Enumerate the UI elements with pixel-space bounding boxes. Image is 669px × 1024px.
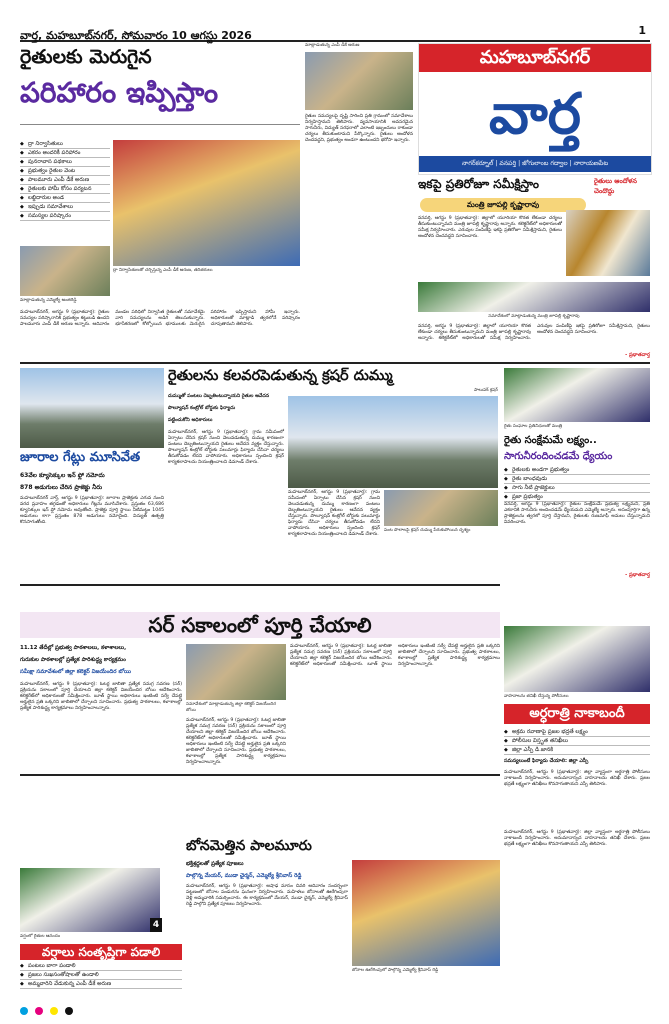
review-signoff: - ప్రభాతవార్త xyxy=(625,352,650,358)
rain-caption: వర్షంలో రైతుల ఆనందం xyxy=(20,934,61,939)
list-item: ◆ ప్రభుత్వం రైతుల వెంట xyxy=(20,167,110,176)
jurala-sub1: 63వేల క్యూసెక్కుల ఇన్ ఫ్లో నమోదు xyxy=(20,472,105,479)
lead-headline: పరిహారం ఇప్పిస్తాం xyxy=(20,76,219,109)
dot-icon xyxy=(50,1007,58,1015)
sir-sub2: గురుకుల పాఠశాలల్లో ప్రత్యేక పారిశుద్ధ్య కార్యక్రమం xyxy=(20,657,126,663)
brand-block xyxy=(418,43,652,175)
bonam-photo xyxy=(352,860,500,966)
bonam-sub2: పాల్గొన్న మేయర్, ముడా ఛైర్మన్, ఎమ్మెల్యే శ్రీనివాస్ రెడ్డి xyxy=(186,873,302,879)
welfare-caption: రైతు సంఘాల ప్రతినిధులతో మంత్రి xyxy=(504,424,563,429)
lead-photo xyxy=(113,140,300,266)
sir-photo xyxy=(186,644,286,700)
page-number: 1 xyxy=(638,24,646,37)
section-divider xyxy=(20,774,500,776)
list-item: ◆ పునరావాస పథకాలు xyxy=(20,158,110,167)
lead-body: మహబూబ్‌నగర్, ఆగస్టు 9 (ప్రభాతవార్త): రైతుల సమస్యల పరిష్కారానికి ప్రభుత్వం కట్టుబడి ఉందని పాలమూరు ఎంపీ డీకే అరుణ అన్నారు. ఆదివారం మండల పరిధిలో నిర్వాసిత రైతులతో సమావేశమై వారి సమస్యలను అడిగి తెలుసుకున్నారు. భూసేకరణలో కోల్పోయిన భూములకు మెరుగైన పరిహారం ఇప్పిస్తామని హామీ ఇచ్చారు. అధికారులతో మాట్లాడి త్వరలోనే పరిష్కారం చూపుతామని తెలిపారు. xyxy=(20,310,302,327)
small-photo-caption: మాట్లాడుతున్న ఎమ్మెల్యే అంజిరెడ్డి xyxy=(20,298,77,303)
sir-body-3: మహబూబ్‌నగర్, ఆగస్టు 9 (ప్రభాతవార్త): ఓటర్ల జాబితా ప్రత్యేక సమగ్ర సవరణ (సర్) ప్రక్రియను సకాలంలో పూర్తి చేయాలని జిల్లా కలెక్టర్ విజయేందిర బోయి ఆదేశించారు. కలెక్టరేట్‌లో అధికారులతో సమీక్షించారు. బూత్ స్థాయి అధికారులు ఇంటింటి సర్వే చేపట్టి అర్హులైన ప్రతి ఒక్కరిని జాబితాలో చేర్చాలని సూచించారు. ప్రభుత్వ పాఠశాలలు, కళాశాలల్లో ప్రత్యేక పారిశుద్ధ్య కార్యక్రమాలు నిర్వహించాలన్నారు. xyxy=(290,644,502,667)
crusher-sub2: పొల్యూషన్ కంట్రోల్ బోర్డుకు ఫిర్యాదు xyxy=(168,406,236,411)
sir-sub3: సమీక్షా సమావేశంలో జిల్లా కలెక్టర్ విజయేందిర బోయి xyxy=(20,669,131,675)
list-item: ◆ రైతు బాంధవుడు xyxy=(504,475,650,484)
crusher-headline: రైతులను కలవరపెడుతున్న క్రషర్ దుమ్ము xyxy=(168,368,393,384)
lead-kicker: రైతులకు మెరుగైన xyxy=(20,46,152,68)
police-headline: అర్ధరాత్రి నాకాబందీ xyxy=(504,704,650,724)
list-item: ◆ ఎకరం అందరికీ పరిహారం xyxy=(20,149,110,158)
police-bullets xyxy=(504,728,650,754)
crusher-photo xyxy=(288,396,498,488)
top-center-body: రైతుల సమస్యలపై దృష్టి సారించి ప్రతి గ్రామంలో సమావేశాలు నిర్వహిస్తామని తెలిపారు. వ్యవసాయానికి అవసరమైన సాగునీరు, విద్యుత్ సరఫరాలో ఎలాంటి ఇబ్బందులు రాకుండా చర్యలు తీసుకుంటామని పేర్కొన్నారు. రైతులు ఆందోళన చెందవద్దని, ప్రభుత్వం అండగా ఉంటుందని భరోసా ఇచ్చారు. xyxy=(305,114,415,143)
bonam-headline: బోనమెత్తిన పాలమూరు xyxy=(186,838,312,854)
dateline-bar xyxy=(20,24,650,42)
list-item: ◆ అక్రమ రవాణాపై ప్రజల భద్రతే లక్ష్యం xyxy=(504,728,650,737)
top-center-caption: మాట్లాడుతున్న ఎంపీ డీకే అరుణ xyxy=(305,43,360,48)
list-item: ◆ ద్రా నిర్వాసితులు xyxy=(20,140,110,149)
bonam-sub1: భక్తిశ్రద్ధలతో ప్రత్యేక పూజలు xyxy=(186,861,244,867)
jurala-body: మహబూబ్‌నగర్ వార్త్, ఆగస్టు 9 (ప్రభాతవార్త): జూరాల ప్రాజెక్టుకు ఎగువ నుంచి వరద ప్రవాహం తగ్గడంతో అధికారులు గేట్లను మూసివేశారు. ప్రస్తుతం 63,686 క్యూసెక్కుల ఇన్ ఫ్లో నమోదు అవుతోంది. ప్రాజెక్టు పూర్తి స్థాయి నీటిమట్టం 1045 అడుగులు కాగా ప్రస్తుతం 878 అడుగులు నమోదైంది. విద్యుత్ ఉత్పత్తి కొనసాగుతోంది. xyxy=(20,496,166,525)
list-item: ◆ రైతులకు హామీ కోసం పర్యటన xyxy=(20,185,110,194)
police-body-2: మహబూబ్‌నగర్, ఆగస్టు 9 (ప్రభాతవార్త): జిల్లా వ్యాప్తంగా అర్ధరాత్రి పోలీసులు నాకాబందీ నిర్వహించారు. అనుమానాస్పద వాహనాలను తనిఖీ చేశారు. ప్రజల భద్రతే లక్ష్యంగా తనిఖీలు కొనసాగుతాయని ఎస్పీ తెలిపారు. xyxy=(504,830,652,847)
police-photo xyxy=(504,626,650,692)
small-photo xyxy=(20,246,110,296)
rain-photo xyxy=(20,868,160,932)
sir-caption: సమావేశంలో మాట్లాడుతున్న జిల్లా కలెక్టర్ విజయేందిర బోయి xyxy=(186,702,276,713)
review-photo xyxy=(566,210,650,276)
bonam-body: మహబూబ్‌నగర్, ఆగస్టు 9 (ప్రభాతవార్త): ఆషాఢ మాసం చివరి ఆదివారం సందర్భంగా పట్టణంలో బోనాల పండుగను ఘనంగా నిర్వహించారు. మహిళలు బోనాలతో ఊరేగింపుగా వెళ్లి అమ్మవారికి సమర్పించారు. ఈ కార్యక్రమంలో మేయర్, ముడా ఛైర్మన్, ఎమ్మెల్యే శ్రీనివాస్ రెడ్డి పాల్గొని ప్రత్యేక పూజలు నిర్వహించారు. xyxy=(186,884,350,907)
section-divider xyxy=(20,584,500,586)
review-caption: సమావేశంలో మాట్లాడుతున్న మంత్రి జూపల్లి కృష్ణారావు xyxy=(488,314,580,319)
list-item: ◆ లబ్దిదారుల అండ xyxy=(20,194,110,203)
rain-headline: వర్షాలు సంతృప్తిగా పడాలి xyxy=(20,944,182,960)
crusher-photo-label: పాలుపక్ క్రషర్ xyxy=(474,388,498,393)
police-caption: వాహనాలను తనిఖీ చేస్తున్న పోలీసులు xyxy=(504,694,569,699)
review-headline: ఇకపై ప్రతిరోజూ సమీక్షిస్తాం xyxy=(418,177,539,191)
list-item: ◆ అమ్మవారిని వేడుకున్న ఎంపీ డీకే అరుణ xyxy=(20,980,182,989)
review-photo-2 xyxy=(418,282,650,312)
dot-icon xyxy=(65,1007,73,1015)
lead-subhead-rule xyxy=(20,124,300,125)
list-item: ◆ పాలమూరు ఎంపీ డీకే అరుణ xyxy=(20,176,110,185)
dateline: వార్త, మహబూబ్‌నగర్, సోమవారం 10 ఆగస్టు 2026 xyxy=(20,29,252,42)
welfare-bullets xyxy=(504,466,650,500)
lead-bullets xyxy=(20,140,110,244)
crusher-body-2: మహబూబ్‌నగర్, ఆగస్టు 9 (ప్రభాతవార్త): గ్రామ సమీపంలో ఏర్పాటు చేసిన క్రషర్ నుంచి వెలువడుతున్న దుమ్ము కారణంగా పంటలు దెబ్బతింటున్నాయని రైతులు ఆవేదన వ్యక్తం చేస్తున్నారు. పొల్యూషన్ కంట్రోల్ బోర్డుకు పలుమార్లు ఫిర్యాదు చేసినా చర్యలు తీసుకోవడం లేదని వాపోయారు. అధికారులు స్పందించి క్రషర్ కార్యకలాపాలను నియంత్రించాలని డిమాండ్ చేశారు. xyxy=(288,490,382,537)
dot-icon xyxy=(20,1007,28,1015)
brand-logo: వార్త xyxy=(489,82,581,147)
registration-marks xyxy=(20,1000,650,1010)
lead-photo-caption: ద్రా నిర్వాసితులతో చర్చిస్తున్న ఎంపీ డీకే అరుణ, తదితరులు xyxy=(113,268,213,273)
top-center-photo xyxy=(305,52,413,110)
sir-body: మహబూబ్‌నగర్, ఆగస్టు 9 (ప్రభాతవార్త): ఓటర్ల జాబితా ప్రత్యేక సమగ్ర సవరణ (సర్) ప్రక్రియను సకాలంలో పూర్తి చేయాలని జిల్లా కలెక్టర్ విజయేందిర బోయి ఆదేశించారు. కలెక్టరేట్‌లో అధికారులతో సమీక్షించారు. బూత్ స్థాయి అధికారులు ఇంటింటి సర్వే చేపట్టి అర్హులైన ప్రతి ఒక్కరిని జాబితాలో చేర్చాలని సూచించారు. ప్రభుత్వ పాఠశాలలు, కళాశాలల్లో ప్రత్యేక పారిశుద్ధ్య కార్యక్రమాలు నిర్వహించాలన్నారు. xyxy=(20,682,184,711)
review-side-note: రైతులు ఆందోళన చెందొద్దు xyxy=(594,177,637,195)
rain-bullets xyxy=(20,962,182,992)
list-item: ◆ జిల్లా ఎస్పీ డి.జానకి xyxy=(504,746,650,755)
rain-photo-badge: 4 xyxy=(150,918,162,932)
jurala-photo xyxy=(20,368,164,448)
brand-region: మహబూబ్‌నగర్ xyxy=(419,44,651,72)
welfare-photo xyxy=(504,368,650,422)
welfare-body: వనపర్తి, ఆగస్టు 9 (ప్రభాతవార్త): రైతుల సంక్షేమమే ప్రభుత్వ లక్ష్యమని, ప్రతి ఎకరానికి సాగునీరు అందించడమే ధ్యేయమని ఎమ్మెల్యే అన్నారు. అసంపూర్తిగా ఉన్న ప్రాజెక్టులను త్వరలో పూర్తి చేస్తామని, రైతులకు రుణమాఫీ అమలు చేస్తున్నామని వివరించారు. xyxy=(504,502,652,525)
list-item: ◆ సాగు నీటి ప్రాజెక్టులు xyxy=(504,484,650,493)
review-badge: మంత్రి జూపల్లి కృష్ణారావు xyxy=(420,198,586,212)
welfare-signoff: - ప్రభాతవార్త xyxy=(625,572,650,578)
list-item: ◆ సమస్యల పరిష్కారం xyxy=(20,212,110,221)
crusher-sub3: పట్టించుకోని అధికారులు xyxy=(168,418,213,423)
list-item: ◆ ప్రజలు సుఖసంతోషాలతో ఉండాలి xyxy=(20,971,182,980)
jurala-sub2: 878 అడుగులు చేరిన ప్రాజెక్టు నీరు xyxy=(20,484,103,491)
section-divider xyxy=(20,362,650,364)
list-item: ◆ రైతులకు అండగా ప్రభుత్వం xyxy=(504,466,650,475)
sir-headline: సర్ సకాలంలో పూర్తి చేయాలి xyxy=(20,612,500,638)
welfare-headline-1: రైతు సంక్షేమమే లక్ష్యం.. xyxy=(504,435,597,446)
police-note: సమస్యలుంటే ఫిర్యాదు చేయాలి: జిల్లా ఎస్పీ xyxy=(504,758,589,764)
dot-icon xyxy=(35,1007,43,1015)
crusher-body: మహబూబ్‌నగర్, ఆగస్టు 9 (ప్రభాతవార్త): గ్రామ సమీపంలో ఏర్పాటు చేసిన క్రషర్ నుంచి వెలువడుతున్న దుమ్ము కారణంగా పంటలు దెబ్బతింటున్నాయని రైతులు ఆవేదన వ్యక్తం చేస్తున్నారు. పొల్యూషన్ కంట్రోల్ బోర్డుకు పలుమార్లు ఫిర్యాదు చేసినా చర్యలు తీసుకోవడం లేదని వాపోయారు. అధికారులు స్పందించి క్రషర్ కార్యకలాపాలను నియంత్రించాలని డిమాండ్ చేశారు. xyxy=(168,430,286,465)
list-item: ◆ పంటలు బాగా పండాలి xyxy=(20,962,182,971)
crusher-photo-2 xyxy=(384,490,498,526)
review-body-2: వనపర్తి, ఆగస్టు 9 (ప్రభాతవార్త): జిల్లాలో యూరియా కొరత లేకుండా చర్యలు తీసుకుంటున్నామని మంత్రి జూపల్లి కృష్ణారావు అన్నారు. కలెక్టరేట్‌లో అధికారులతో సమీక్ష నిర్వహించారు. ఎరువుల పంపిణీపై ఇకపై ప్రతిరోజూ సమీక్షిస్తామని, రైతులు ఆందోళన చెందవద్దని సూచించారు. xyxy=(418,324,652,341)
crusher-caption: పంట పొలాలపై క్రషర్ దుమ్ము పేరుకుపోయిన దృశ్యం xyxy=(384,528,471,533)
crusher-sub1: దుమ్ముతో పంటలు దెబ్బతింటున్నాయని రైతుల ఆవేదన xyxy=(168,394,270,399)
sir-sub1: 11.12 తేదీల్లో ప్రభుత్వ పాఠశాలలు, కళాశాలలు, xyxy=(20,645,127,651)
brand-districts: నాగర్‌కర్నూల్ | వనపర్తి | జోగులాంబ గద్వాల | నారాయణపేట xyxy=(419,156,651,172)
police-body: మహబూబ్‌నగర్, ఆగస్టు 9 (ప్రభాతవార్త): జిల్లా వ్యాప్తంగా అర్ధరాత్రి పోలీసులు నాకాబందీ నిర్వహించారు. అనుమానాస్పద వాహనాలను తనిఖీ చేశారు. ప్రజల భద్రతే లక్ష్యంగా తనిఖీలు కొనసాగుతాయని ఎస్పీ తెలిపారు. xyxy=(504,770,652,787)
review-body: వనపర్తి, ఆగస్టు 9 (ప్రభాతవార్త): జిల్లాలో యూరియా కొరత లేకుండా చర్యలు తీసుకుంటున్నామని మంత్రి జూపల్లి కృష్ణారావు అన్నారు. కలెక్టరేట్‌లో అధికారులతో సమీక్ష నిర్వహించారు. ఎరువుల పంపిణీపై ఇకపై ప్రతిరోజూ సమీక్షిస్తామని, రైతులు ఆందోళన చెందవద్దని సూచించారు. xyxy=(418,216,564,239)
sir-body-2: మహబూబ్‌నగర్, ఆగస్టు 9 (ప్రభాతవార్త): ఓటర్ల జాబితా ప్రత్యేక సమగ్ర సవరణ (సర్) ప్రక్రియను సకాలంలో పూర్తి చేయాలని జిల్లా కలెక్టర్ విజయేందిర బోయి ఆదేశించారు. కలెక్టరేట్‌లో అధికారులతో సమీక్షించారు. బూత్ స్థాయి అధికారులు ఇంటింటి సర్వే చేపట్టి అర్హులైన ప్రతి ఒక్కరిని జాబితాలో చేర్చాలని సూచించారు. ప్రభుత్వ పాఠశాలలు, కళాశాలల్లో ప్రత్యేక పారిశుద్ధ్య కార్యక్రమాలు నిర్వహించాలన్నారు. xyxy=(186,718,288,765)
list-item: ◆ పోలీసుల విస్తృత తనిఖీలు xyxy=(504,737,650,746)
jurala-headline: జూరాల గేట్లు మూసివేత xyxy=(20,450,141,465)
bonam-caption: బోనాల ఊరేగింపులో పాల్గొన్న ఎమ్మెల్యే శ్రీనివాస్ రెడ్డి xyxy=(352,968,439,973)
list-item: ◆ ప్రజా ప్రభుత్వం xyxy=(504,493,650,502)
list-item: ◆ ఇప్పుడు సమావేశాలు xyxy=(20,203,110,212)
welfare-headline-2: సాగునీరందించడమే ధ్యేయం xyxy=(504,451,613,462)
